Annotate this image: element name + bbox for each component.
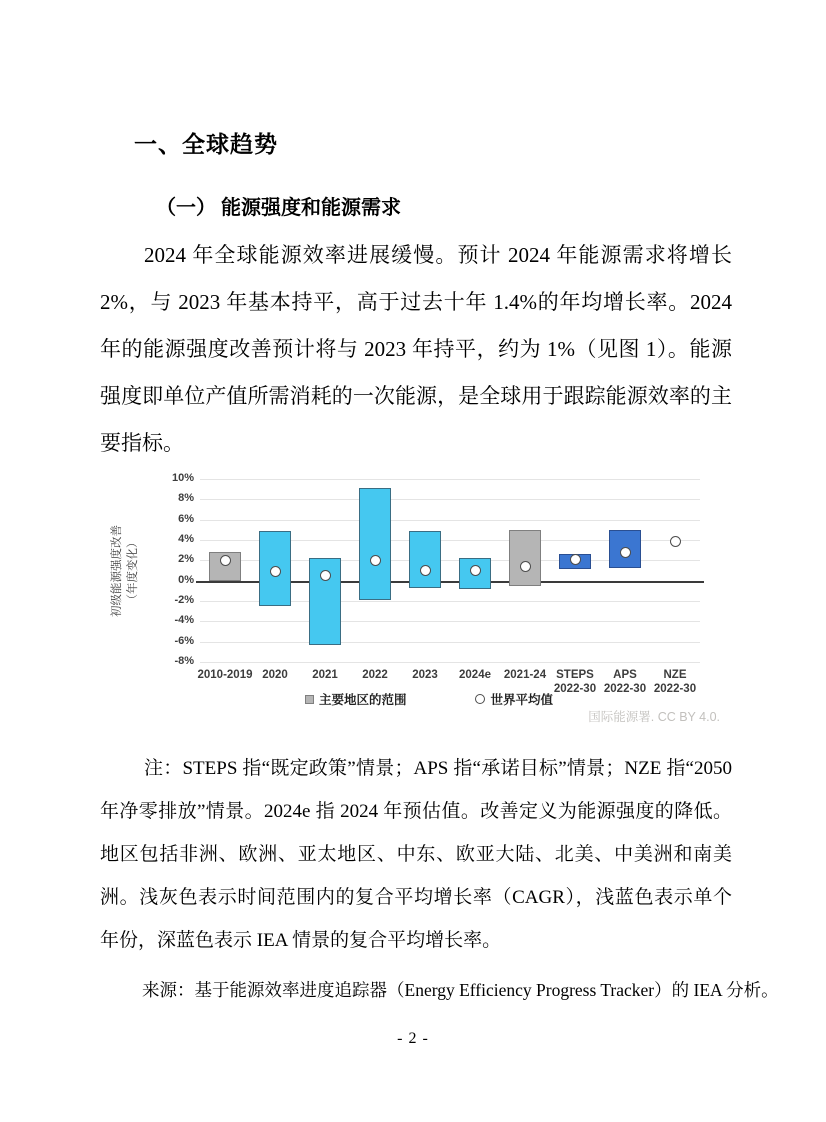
- world-average-marker: [420, 565, 431, 576]
- y-tick-label: 6%: [178, 512, 194, 525]
- y-tick-label: 8%: [178, 492, 194, 505]
- chart-legend: [305, 690, 553, 708]
- x-category-label: 2010-2019: [197, 669, 253, 681]
- y-tick-label: 2%: [178, 553, 194, 566]
- y-tick-label: -8%: [174, 655, 194, 667]
- y-axis-label-line2: （年度变化）: [127, 536, 139, 605]
- y-tick-label: 0%: [178, 573, 194, 586]
- chart-plot-area: [171, 472, 700, 667]
- figure-source-line: 来源：基于能源效率进度追踪器（Energy Efficiency Progress Tracker）的 IEA 分析。: [142, 980, 779, 1000]
- x-category-label: STEPS 2022-30: [553, 669, 597, 695]
- page-number: - 2 -: [397, 1030, 429, 1047]
- x-category-label: APS 2022-30: [603, 669, 647, 695]
- y-tick-label: 4%: [178, 533, 194, 545]
- body-paragraph: 2024 年全球能源效率进展缓慢。预计 2024 年能源需求将增长 2%，与 2023 年基本持平，高于过去十年 1.4%的年均增长率。2024 年的能源强度改善预计将与 2023 年持平，约为 1%（见图 1）。能源强度即单位产值所需消耗的一次能源，是全球用于跟踪能源效率的主要指标。: [100, 243, 733, 455]
- y-tick-label: -6%: [174, 634, 194, 647]
- x-category-label: 2024e: [459, 669, 491, 681]
- subsection-heading: （一） 能源强度和能源需求: [156, 197, 401, 219]
- range-bar-2021-24: [509, 530, 541, 586]
- energy-intensity-chart: [100, 467, 720, 729]
- legend-item-circle: [475, 690, 553, 708]
- gridline: [200, 662, 700, 663]
- x-category-label: 2022: [362, 669, 388, 681]
- world-average-marker-icon: [475, 694, 485, 704]
- range-bar-2023: [409, 531, 441, 588]
- world-average-marker: [620, 547, 631, 558]
- y-tick-label: -4%: [174, 614, 194, 627]
- legend-label: 主要地区的范围: [319, 693, 407, 707]
- gridline: [200, 621, 700, 622]
- chart-y-axis-label: [104, 479, 146, 662]
- x-category-label: 2021-24: [503, 669, 547, 681]
- gridline: [200, 520, 700, 521]
- figure-note: 注：STEPS 指“既定政策”情景；APS 指“承诺目标”情景；NZE 指“2050 年净零排放”情景。2024e 指 2024 年预估值。改善定义为能源强度的降低。地区包括非洲、欧洲、亚太地区、中东、欧亚大陆、北美、中美洲和南美洲。浅灰色表示时间范围内的复合平均增长率（CAGR），浅蓝色表示单个年份，深蓝色表示 IEA 情景的复合平均增长率。: [100, 758, 732, 951]
- regional-range-swatch-icon: [305, 695, 314, 704]
- y-tick-label: 10%: [171, 472, 194, 484]
- chart-source-attribution: 国际能源署. CC BY 4.0.: [588, 710, 720, 724]
- gridline: [200, 479, 700, 480]
- y-axis-label-line1: 初级能源强度改善: [111, 524, 123, 617]
- world-average-marker: [520, 561, 531, 572]
- chart-y-axis-label-text: [109, 525, 141, 617]
- range-bar-2022: [359, 488, 391, 600]
- world-average-marker: [270, 566, 281, 577]
- gridline: [200, 642, 700, 643]
- world-average-marker: [670, 536, 681, 547]
- y-tick-label: -2%: [174, 594, 194, 606]
- section-heading: 一、全球趋势: [134, 131, 278, 157]
- world-average-marker: [220, 555, 231, 566]
- legend-item-square: [305, 690, 407, 708]
- gridline: [200, 499, 700, 500]
- legend-label: 世界平均值: [490, 693, 553, 707]
- world-average-marker: [570, 554, 581, 565]
- page-content: [100, 0, 779, 1008]
- world-average-marker: [470, 565, 481, 576]
- x-category-label: NZE 2022-30: [653, 669, 697, 695]
- world-average-marker: [370, 555, 381, 566]
- x-category-label: 2023: [412, 669, 438, 681]
- world-average-marker: [320, 570, 331, 581]
- x-category-label: 2021: [312, 669, 338, 681]
- x-category-label: 2020: [262, 669, 288, 681]
